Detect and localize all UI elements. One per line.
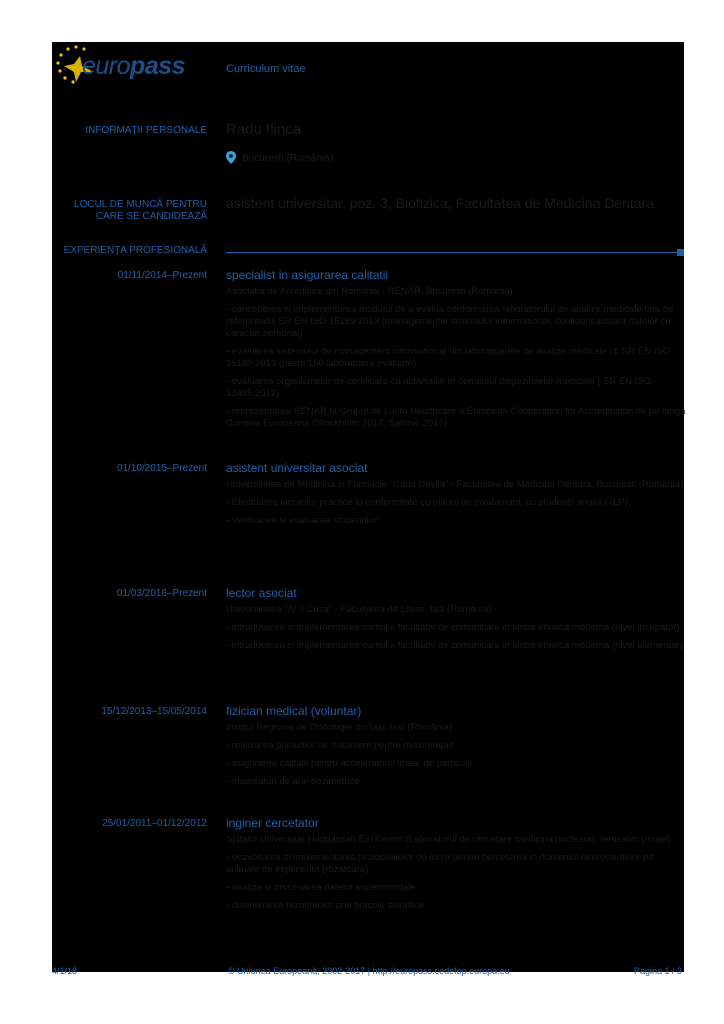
entry-item: - conceperea si implementarea modului de a evalua conformarea laboratorului de analize medicale fata de referentialul SR EN ISO 15189:2013 (managementul sistemului informational, confidentialitatea datelor cu caracter personal) [226, 304, 674, 339]
entry-employer: Universitatea "Al. I Cuza" - Facultatea de Litere, Iasi (România) [226, 604, 492, 615]
entry-employer: Spitalul Universitar Haddassah Ein Kerem (Laboratorul de cercetare medicina nucleara), Ierusalim (Israel) [226, 834, 672, 845]
entry-item: - Efectuarea lucrarilor practice in conformitate cu planul de invatamant; cu studentii anului I (LP); [226, 497, 631, 508]
footer-date: 4/1/18 [52, 966, 78, 976]
location-pin-icon [226, 151, 236, 164]
section-divider [226, 252, 677, 253]
applied-label-line2: CARE SE CANDIDEAZĂ [95, 211, 207, 222]
entry-title: asistent universitar asociat [226, 461, 368, 475]
personal-info-label: INFORMAŢII PERSONALE [85, 125, 207, 136]
entry-item: - reprezentarea RENAR la Grupul de Lucru Healthcare a European Cooperation for Accreditation de pe langa Comisia Europeana (Stockholm 2017; Salonic 2017) [226, 406, 686, 429]
footer-page-number: Pagina 1 / 3 [633, 966, 682, 976]
entry-item: - asigurarea calitatii pentru acceleratorul linear de particule [226, 758, 473, 769]
entry-item: - analiza si procesarea datelor experimentale [226, 882, 416, 893]
entry-date: 25/01/2011–01/12/2012 [102, 818, 207, 829]
doc-type-label: Curriculum vitae [226, 63, 306, 75]
section-divider-end [677, 249, 684, 256]
entry-title: specialist in asigurarea calitatii [226, 268, 389, 282]
entry-item: - evaluarea organismelor de certificare cu activitatile in domeniul dispozitivelor medicale ( SR EN ISO 13485:2012). [226, 376, 652, 399]
entry-date: 01/11/2014–Prezent [117, 270, 207, 281]
entry-date: 01/10/2015–Prezent [116, 463, 207, 474]
entry-title: fizician medical (voluntar) [226, 704, 362, 718]
entry-title: lector asociat [226, 586, 297, 600]
entry-item: - introducerea si implementarea cursului facultativ de comunicare in limba ebraica moderna (nivel incepator) [226, 622, 680, 633]
footer-copyright-link[interactable]: © Uniunea Europeană, 2002-2017 | http://europass.cedefop.europa.eu [228, 966, 510, 976]
europass-logo [52, 42, 212, 92]
applied-position-label [52, 199, 207, 223]
entry-item: - evaluarea sistemului de management informational din laboratoarele de analize medicale cf. SR EN ISO 15189:2013 (peste 150 laboratoare evaluate) [226, 346, 671, 369]
entry-employer: Institul Regional de Oncologie din Iasi, Iasi (România) [226, 722, 453, 733]
entry-item: - realizarea planurilor de tratament pentru radioterapie [226, 740, 454, 751]
entry-employer: Universitatea de Medicina si Farmacie "Carol Davila" - Facultatea de Medicina Dentara, Bucuresti (România) [226, 479, 684, 490]
entry-item: - Verificarea si evaluarea studentilor; [226, 515, 380, 526]
entry-item: - dezvoltarea si implementarea protocoalelor de lucru pentru cercetarea in domeniul neurostiintelor pe animale de experienta (rozatoare) [226, 852, 654, 875]
cv-page [52, 42, 684, 972]
entry-date: 01/03/2016–Prezent [116, 588, 207, 599]
entry-title: inginer cercetator [226, 816, 319, 830]
applicant-name: Radu Ilinca [226, 121, 302, 138]
entry-item: - diseminarea rezultatelor prin articole stiintifice [226, 900, 424, 911]
entry-item: - masuratori de arie dozimetrice [226, 776, 360, 787]
entry-date: 15/12/2013–15/05/2014 [101, 706, 207, 717]
europass-wordmark: europass [82, 52, 186, 80]
entry-employer: Asociatia de Acreditare din Romania - RENAR, Bucuresti (România) [226, 286, 513, 297]
applied-label-line1: LOCUL DE MUNCĂ PENTRU [74, 199, 207, 210]
applied-position-value: asistent universitar, poz. 3, Biofizica, Facultatea de Medicina Dentara [226, 195, 654, 211]
entry-item: - introducerea si implementarea cursului facultativ de comunicare in limba ebraica moderna (nivel elementar) [226, 640, 683, 651]
location-text: Bucuresti (România) [242, 153, 334, 164]
experience-label: EXPERIENŢA PROFESIONALĂ [63, 245, 207, 256]
